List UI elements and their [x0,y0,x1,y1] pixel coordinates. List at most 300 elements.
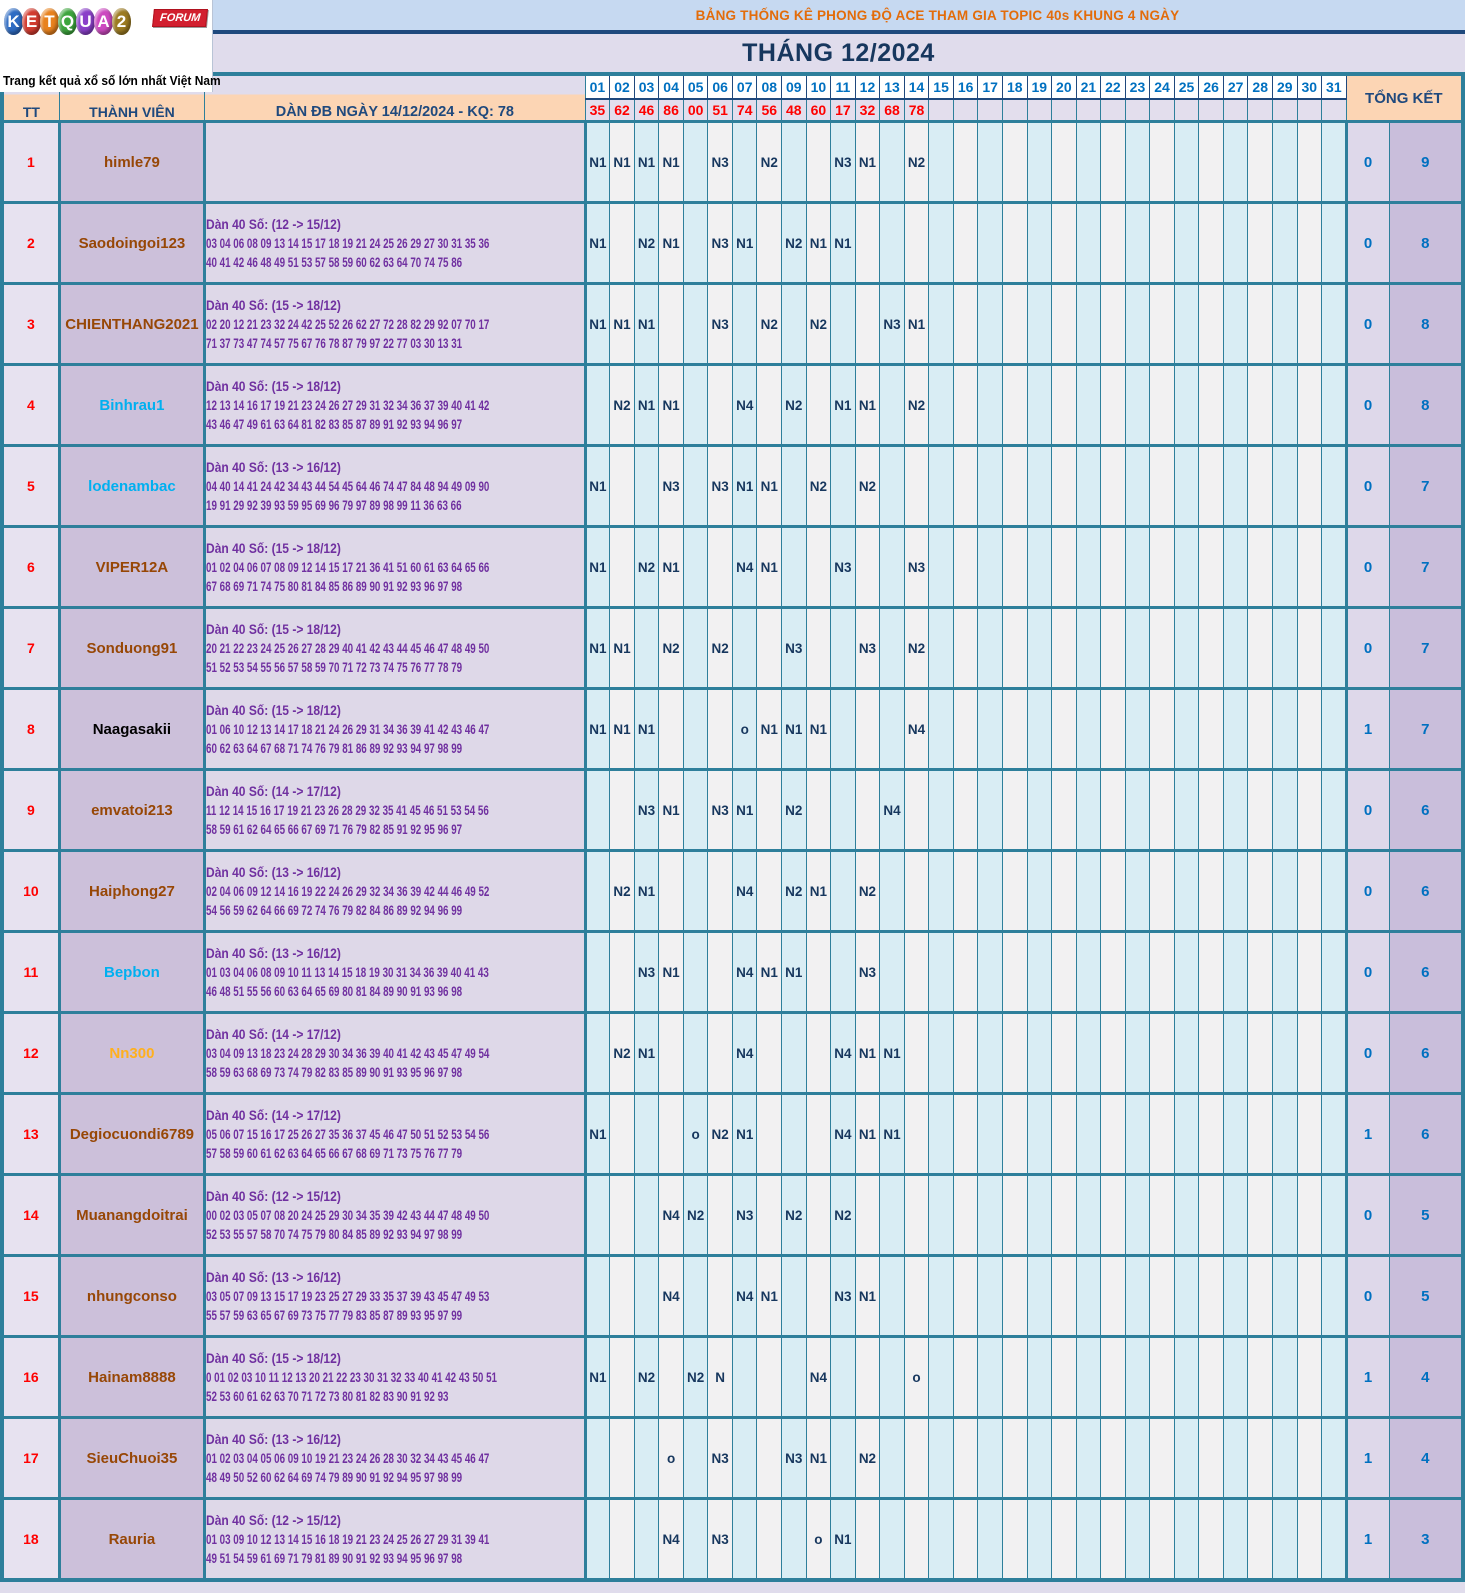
day-cell [659,1337,684,1418]
day-cell [1076,446,1101,527]
day-cell [1272,770,1297,851]
day-cell: N1 [880,1094,905,1175]
day-cell [855,284,880,365]
day-cell [708,1175,733,1256]
dan-range-label: Dàn 40 Số: (12 -> 15/12) [206,1511,341,1528]
day-cell [732,1418,757,1499]
day-cell [1076,932,1101,1013]
day-result [1101,99,1126,122]
total-miss: 1 [1346,689,1389,770]
day-cell: N4 [904,689,929,770]
day-cell: N1 [757,932,782,1013]
day-cell [1223,608,1248,689]
day-cell [1150,1499,1175,1581]
day-cell [880,122,905,203]
day-cell: N3 [708,122,733,203]
day-cell [1248,1499,1273,1581]
day-cell [1027,365,1052,446]
day-cell: N1 [659,122,684,203]
day-cell [1322,1256,1347,1337]
day-cell [1223,770,1248,851]
day-cell [1199,851,1224,932]
day-cell: N1 [585,689,610,770]
total-score: 7 [1389,689,1463,770]
day-result [1052,99,1077,122]
logo-letter: K [4,8,23,35]
day-header: 04 [659,74,684,99]
day-cell: N1 [806,203,831,284]
day-cell [1223,527,1248,608]
dan-range-label: Dàn 40 Số: (12 -> 15/12) [206,1187,341,1204]
day-cell [1248,122,1273,203]
day-cell: N2 [806,446,831,527]
day-cell [1076,1094,1101,1175]
day-cell [1052,851,1077,932]
day-result: 78 [904,99,929,122]
day-cell [1223,932,1248,1013]
day-cell: N3 [831,527,856,608]
day-cell [1125,1094,1150,1175]
day-cell [1125,1013,1150,1094]
dan-cell [205,446,586,527]
day-cell [1002,1337,1027,1418]
day-cell [659,689,684,770]
total-miss: 0 [1346,122,1389,203]
day-cell: N1 [855,365,880,446]
day-result: 00 [683,99,708,122]
day-cell [1199,122,1224,203]
day-cell [806,932,831,1013]
total-score: 6 [1389,932,1463,1013]
day-cell [929,1499,954,1581]
day-cell [1027,608,1052,689]
day-cell [1076,365,1101,446]
logo-letter: E [22,8,41,35]
day-cell [585,851,610,932]
day-cell [757,851,782,932]
dan-range-label: Dàn 40 Số: (14 -> 17/12) [206,1025,341,1042]
day-cell [1101,203,1126,284]
day-cell [782,1256,807,1337]
day-cell [1248,770,1273,851]
dan-range-label: Dàn 40 Số: (14 -> 17/12) [206,782,341,799]
dan-numbers-line2: 58 59 61 62 64 65 66 67 69 71 76 79 82 85 91 92 95 96 97 [206,820,463,837]
day-cell [1174,365,1199,446]
day-cell [1027,446,1052,527]
day-cell [1027,122,1052,203]
day-cell [978,1499,1003,1581]
month-title: THÁNG 12/2024 [742,38,935,67]
day-cell: N4 [659,1256,684,1337]
ketqua2-logo [0,0,221,92]
day-cell [1002,284,1027,365]
day-cell: N2 [708,1094,733,1175]
day-cell [1272,932,1297,1013]
day-cell: o [806,1499,831,1581]
dan-numbers-line2: 60 62 63 64 67 68 71 74 76 79 81 86 89 92 93 94 97 98 99 [206,739,463,756]
day-cell: N1 [659,527,684,608]
day-header: 19 [1027,74,1052,99]
day-cell [708,851,733,932]
day-cell: N1 [610,608,635,689]
day-cell [683,365,708,446]
day-cell: N2 [782,1175,807,1256]
day-result [1297,99,1322,122]
dan-cell [205,1013,586,1094]
day-cell [1027,1094,1052,1175]
dan-cell [205,365,586,446]
dan-numbers-line1: 03 04 06 08 09 13 14 15 17 18 19 21 24 25 26 29 27 30 31 35 36 [206,234,490,251]
day-cell [1322,689,1347,770]
day-header: 01 [585,74,610,99]
day-cell: N3 [708,446,733,527]
row-number: 11 [2,932,59,1013]
day-header: 15 [929,74,954,99]
day-cell [1002,608,1027,689]
day-result: 32 [855,99,880,122]
day-cell [953,527,978,608]
day-cell [855,203,880,284]
day-cell [1223,1499,1248,1581]
day-cell [1174,446,1199,527]
day-cell: N1 [880,1013,905,1094]
day-cell [831,689,856,770]
day-cell [1101,1499,1126,1581]
day-cell [1052,365,1077,446]
day-cell [1027,1499,1052,1581]
logo-letter: A [94,8,113,35]
day-cell [1027,203,1052,284]
dan-numbers-line1: 03 04 09 13 18 23 24 28 29 30 34 36 39 40 41 42 43 45 47 49 54 [206,1044,490,1061]
day-cell: N1 [831,365,856,446]
day-cell [1322,446,1347,527]
day-cell [929,446,954,527]
day-cell [1248,203,1273,284]
day-cell: N2 [757,122,782,203]
day-cell: N3 [634,932,659,1013]
day-cell [1027,284,1052,365]
day-cell [1076,1175,1101,1256]
day-result: 62 [610,99,635,122]
dan-numbers-line2: 71 37 73 47 74 57 75 67 76 78 87 79 97 22 77 03 30 13 31 [206,334,463,351]
dan-cell [205,203,586,284]
member-name: Hainam8888 [59,1337,204,1418]
dan-numbers-line2: 51 52 53 54 55 56 57 58 59 70 71 72 73 74 75 76 77 78 79 [206,658,463,675]
day-cell [1002,1094,1027,1175]
day-cell [1174,1175,1199,1256]
day-header: 07 [732,74,757,99]
day-cell: N1 [634,1013,659,1094]
day-cell [1101,1337,1126,1418]
dan-range-label: Dàn 40 Số: (15 -> 18/12) [206,296,341,313]
day-cell [1322,1013,1347,1094]
dan-numbers-line2: 43 46 47 49 61 63 64 81 82 83 85 87 89 91 92 93 94 96 97 [206,415,463,432]
day-cell: N1 [806,851,831,932]
day-cell [904,1013,929,1094]
day-cell [831,284,856,365]
total-miss: 0 [1346,1256,1389,1337]
day-cell [585,365,610,446]
day-cell [1076,1256,1101,1337]
day-cell [1101,689,1126,770]
day-result [1076,99,1101,122]
day-cell [782,446,807,527]
day-cell: N4 [831,1094,856,1175]
day-cell [904,446,929,527]
row-number: 2 [2,203,59,284]
day-cell [1297,203,1322,284]
day-cell: N2 [855,446,880,527]
day-cell [1052,527,1077,608]
day-cell [1027,932,1052,1013]
day-cell [904,1499,929,1581]
day-result [978,99,1003,122]
day-cell [1125,932,1150,1013]
day-cell: N1 [757,1256,782,1337]
dan-cell [205,284,586,365]
day-cell [880,932,905,1013]
day-cell [1125,1175,1150,1256]
total-score: 6 [1389,770,1463,851]
total-miss: 1 [1346,1418,1389,1499]
day-header: 13 [880,74,905,99]
day-cell [978,446,1003,527]
day-cell [880,1499,905,1581]
row-number: 13 [2,1094,59,1175]
day-cell [1297,608,1322,689]
day-cell [880,1175,905,1256]
day-cell [953,1175,978,1256]
day-cell [1052,608,1077,689]
forum-badge: FORUM [152,9,208,27]
dan-numbers-line2: 19 91 29 92 39 93 59 95 69 96 79 97 89 98 99 11 36 63 66 [206,496,462,513]
day-cell [929,203,954,284]
day-cell [1297,446,1322,527]
day-cell [1052,1499,1077,1581]
day-cell [1052,1094,1077,1175]
day-cell: N2 [634,203,659,284]
day-cell [953,689,978,770]
total-miss: 1 [1346,1337,1389,1418]
day-cell: N1 [732,203,757,284]
member-name: himle79 [59,122,204,203]
day-cell [683,122,708,203]
total-miss: 0 [1346,527,1389,608]
day-cell [1272,122,1297,203]
day-header: 20 [1052,74,1077,99]
day-cell [1297,122,1322,203]
day-cell [708,932,733,1013]
day-cell [978,122,1003,203]
day-cell [1027,1337,1052,1418]
day-cell [610,1094,635,1175]
day-cell [978,608,1003,689]
day-cell [1150,608,1175,689]
day-cell: N3 [659,446,684,527]
day-cell [929,1337,954,1418]
day-cell: N1 [855,1256,880,1337]
day-cell [1150,1418,1175,1499]
day-result: 60 [806,99,831,122]
day-cell [634,1256,659,1337]
day-cell [1223,1013,1248,1094]
day-result [1199,99,1224,122]
day-cell: N1 [855,1094,880,1175]
day-cell [978,1094,1003,1175]
day-cell [880,608,905,689]
row-number: 7 [2,608,59,689]
member-name: Saodoingoi123 [59,203,204,284]
day-cell [978,365,1003,446]
day-cell [1199,203,1224,284]
total-score: 7 [1389,527,1463,608]
day-cell [683,527,708,608]
dan-column-header: DÀN ĐB NGÀY 14/12/2024 - KQ: 78 [205,74,586,122]
day-cell [757,203,782,284]
day-cell [610,1418,635,1499]
day-cell [1027,1256,1052,1337]
day-cell [1002,1256,1027,1337]
day-cell [757,1094,782,1175]
day-cell [610,1175,635,1256]
day-cell [1052,1175,1077,1256]
dan-numbers-line2: 57 58 59 60 61 62 63 64 65 66 67 68 69 71 73 75 76 77 79 [206,1144,463,1161]
day-cell: N1 [855,122,880,203]
day-cell [683,608,708,689]
day-cell: N3 [708,1418,733,1499]
day-cell [880,365,905,446]
day-cell: N1 [634,122,659,203]
total-miss: 0 [1346,770,1389,851]
day-cell: N1 [659,932,684,1013]
day-cell: N3 [708,284,733,365]
day-cell [1174,1013,1199,1094]
day-cell [1297,1418,1322,1499]
day-cell [1223,1418,1248,1499]
table-row [2,851,1463,932]
day-cell: N3 [831,122,856,203]
day-cell [978,1256,1003,1337]
day-cell [1002,527,1027,608]
day-cell: N4 [732,1013,757,1094]
day-cell [1272,446,1297,527]
day-header-row [2,74,1463,99]
day-cell [1125,608,1150,689]
dan-numbers-line2: 40 41 42 46 48 49 51 53 57 58 59 60 62 63 64 70 74 75 86 [206,253,463,270]
day-cell: N1 [585,608,610,689]
day-cell [1248,851,1273,932]
day-header: 06 [708,74,733,99]
day-cell [659,1094,684,1175]
day-cell: N1 [585,527,610,608]
day-cell [855,527,880,608]
day-cell [880,1256,905,1337]
day-cell [1223,365,1248,446]
day-cell [782,284,807,365]
day-cell [929,365,954,446]
day-header: 21 [1076,74,1101,99]
day-header: 09 [782,74,807,99]
day-header: 29 [1272,74,1297,99]
day-cell [683,689,708,770]
day-cell [929,851,954,932]
day-cell [1150,770,1175,851]
day-cell [880,1337,905,1418]
day-cell [782,1013,807,1094]
day-cell [904,1256,929,1337]
day-cell: N4 [831,1013,856,1094]
day-result [1223,99,1248,122]
day-cell [953,1094,978,1175]
day-cell [904,932,929,1013]
day-cell [1150,203,1175,284]
member-name: Bepbon [59,932,204,1013]
day-cell [1199,365,1224,446]
day-cell [1199,1418,1224,1499]
topic-banner [0,0,1465,34]
day-cell: N3 [708,1499,733,1581]
table-row [2,527,1463,608]
day-cell [1248,284,1273,365]
dan-cell [205,1499,586,1581]
member-name: Degiocuondi6789 [59,1094,204,1175]
day-cell: N3 [880,284,905,365]
day-cell: N3 [855,608,880,689]
day-cell: N2 [757,284,782,365]
dan-numbers-line1: 0 01 02 03 10 11 12 13 20 21 22 23 30 31 32 33 40 41 42 43 50 51 [206,1368,498,1385]
day-cell [1174,1337,1199,1418]
day-cell [929,122,954,203]
dan-range-label: Dàn 40 Số: (13 -> 16/12) [206,944,341,961]
day-result [1002,99,1027,122]
day-cell [1002,1175,1027,1256]
day-cell [1125,284,1150,365]
day-cell [1125,365,1150,446]
day-cell [831,851,856,932]
day-cell [880,527,905,608]
dan-range-label: Dàn 40 Số: (15 -> 18/12) [206,377,341,394]
day-cell: N2 [855,1418,880,1499]
dan-numbers-line1: 20 21 22 23 24 25 26 27 28 29 40 41 42 43 44 45 46 47 48 49 50 [206,639,490,656]
total-miss: 0 [1346,203,1389,284]
day-result [953,99,978,122]
day-cell [1322,1499,1347,1581]
day-cell [1248,1337,1273,1418]
day-cell [634,446,659,527]
day-cell [634,608,659,689]
day-cell [806,365,831,446]
day-cell [732,1499,757,1581]
logo-letter: U [76,8,95,35]
day-cell [757,770,782,851]
day-cell [953,365,978,446]
day-cell: N4 [806,1337,831,1418]
dan-numbers-line1: 05 06 07 15 16 17 25 26 27 35 36 37 45 46 47 50 51 52 53 54 56 [206,1125,490,1142]
table-row [2,203,1463,284]
day-cell [1125,1256,1150,1337]
day-cell [880,851,905,932]
day-cell [904,203,929,284]
member-name: Sonduong91 [59,608,204,689]
table-row [2,122,1463,203]
day-cell [1076,122,1101,203]
day-result [1027,99,1052,122]
day-header: 27 [1223,74,1248,99]
day-cell: N2 [610,1013,635,1094]
day-cell [1322,851,1347,932]
dan-numbers-line1: 01 02 04 06 07 08 09 12 14 15 17 21 36 41 51 60 61 63 64 65 66 [206,558,490,575]
day-cell: N2 [659,608,684,689]
